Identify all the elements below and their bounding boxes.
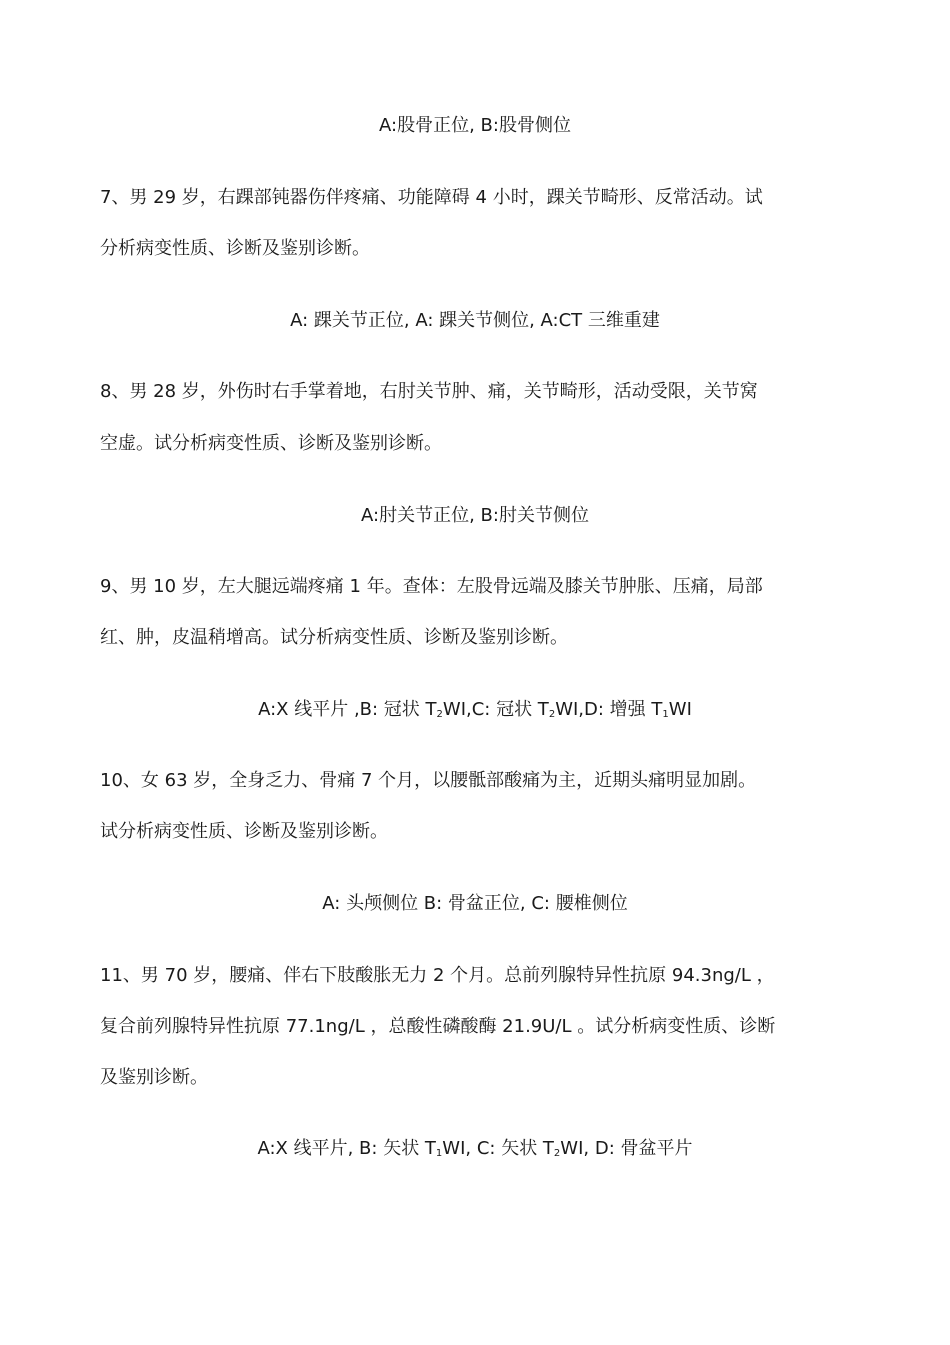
q11-text-line2: 复合前列腺特异性抗原 77.1ng/L ，总酸性磷酸酶 21.9U/L 。试分析病变性质、诊断 — [100, 1016, 776, 1037]
q11-images-part-b: WI, C: 矢状 T — [442, 1138, 554, 1159]
q9-images-part-c: WI,D: 增强 T — [555, 699, 663, 720]
q9-image-list — [0, 698, 950, 727]
q11-images-sub-b: 2 — [553, 1148, 561, 1159]
q11-images-part-a: A:X 线平片, B: 矢状 T — [257, 1138, 436, 1159]
q7-image-list: A: 踝关节正位, A: 踝关节侧位, A:CT 三维重建 — [290, 310, 660, 331]
q9-images-sub-b: 2 — [548, 709, 556, 720]
q9-text-line1: 9、男 10 岁，左大腿远端疼痛 1 年。查体：左股骨远端及膝关节肿胀、压痛，局部 — [100, 576, 763, 597]
q8-image-list: A:肘关节正位, B:肘关节侧位 — [361, 505, 589, 526]
q6-image-list: A:股骨正位, B:股骨侧位 — [379, 115, 571, 136]
q9-images-sub-a: 2 — [436, 709, 443, 720]
q11-image-list — [0, 1137, 950, 1166]
q9-images-part-a: A:X 线平片 ,B: 冠状 T — [258, 699, 437, 720]
q11-text-line1: 11、男 70 岁，腰痛、伴右下肢酸胀无力 2 个月。总前列腺特异性抗原 94.3ng/L ， — [100, 965, 775, 986]
q10-text-line2: 试分析病变性质、诊断及鉴别诊断。 — [100, 821, 388, 842]
q10-image-list: A: 头颅侧位 B: 骨盆正位, C: 腰椎侧位 — [322, 893, 628, 914]
q8-text-line2: 空虚。试分析病变性质、诊断及鉴别诊断。 — [100, 433, 442, 454]
q10-text-line1: 10、女 63 岁，全身乏力、骨痛 7 个月，以腰骶部酸痛为主，近期头痛明显加剧。 — [100, 770, 757, 791]
q9-images-part-d: WI — [668, 699, 692, 720]
q7-text-line1: 7、男 29 岁，右踝部钝器伤伴疼痛、功能障碍 4 小时，踝关节畸形、反常活动。试 — [100, 187, 763, 208]
q11-images-sub-a: 1 — [435, 1148, 443, 1159]
q9-text-line2: 红、肿，皮温稍增高。试分析病变性质、诊断及鉴别诊断。 — [100, 627, 568, 648]
q9-images-sub-c: 1 — [662, 709, 669, 720]
q11-images-part-c: WI, D: 骨盆平片 — [560, 1138, 693, 1159]
q9-images-part-b: WI,C: 冠状 T — [442, 699, 549, 720]
q8-text-line1: 8、男 28 岁，外伤时右手掌着地，右肘关节肿、痛，关节畸形，活动受限，关节窝 — [100, 381, 758, 402]
q7-text-line2: 分析病变性质、诊断及鉴别诊断。 — [100, 238, 370, 259]
q11-text-line3: 及鉴别诊断。 — [100, 1067, 208, 1088]
